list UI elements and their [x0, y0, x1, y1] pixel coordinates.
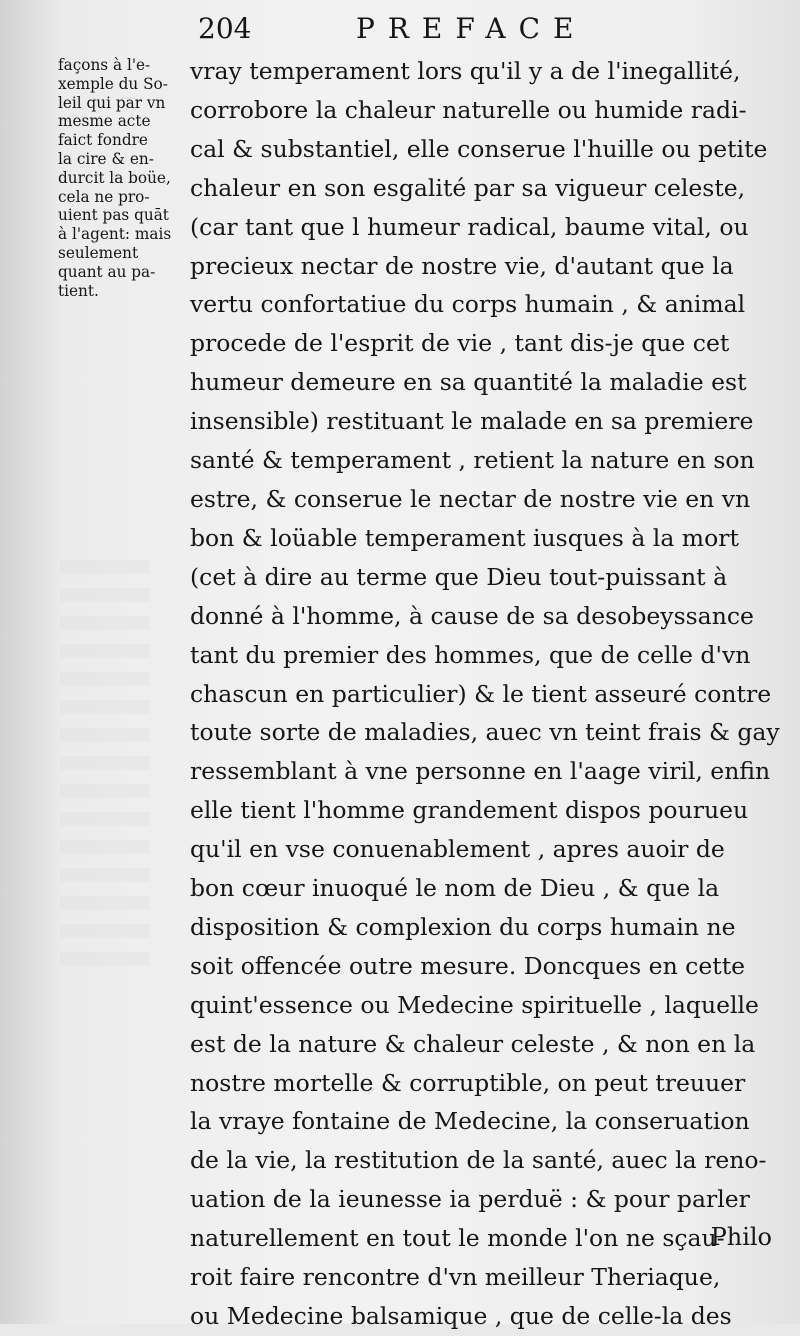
text-line: de la vie, la restitution de la santé, auec la reno- — [190, 1146, 767, 1175]
text-line: cal & substantiel, elle conserue l'huille ou petite — [190, 134, 768, 163]
text-line: bon & loüable temperament iusques à la mort — [190, 523, 739, 552]
show-through-text — [60, 560, 150, 980]
marginal-note-line: mesme acte — [58, 112, 151, 131]
text-line: vray temperament lors qu'il y a de l'inegallité, — [190, 57, 741, 85]
marginal-note-line: seulement — [58, 243, 139, 262]
marginal-note-line: faict fondre — [58, 131, 148, 150]
marginal-note — [58, 56, 188, 300]
marginal-note-line: leil qui par vn — [58, 93, 166, 112]
text-line: nostre mortelle & corruptible, on peut treuuer — [190, 1068, 746, 1097]
text-line: procede de l'esprit de vie , tant dis-je que cet — [190, 329, 730, 358]
text-line: vertu confortatiue du corps humain , & animal — [190, 290, 746, 319]
text-line: bon cœur inuoqué le nom de Dieu , & que la — [190, 874, 720, 903]
text-line: corrobore la chaleur naturelle ou humide radi- — [190, 95, 747, 124]
text-line: toute sorte de maladies, auec vn teint frais & gay — [190, 718, 780, 747]
text-line: donné à l'homme, à cause de sa desobeyssance — [190, 601, 754, 630]
text-line: quint'essence ou Medecine spirituelle , laquelle — [190, 990, 759, 1019]
text-line: estre, & conserue le nectar de nostre vie en vn — [190, 484, 751, 513]
page-header — [198, 8, 788, 52]
text-line: la vraye fontaine de Medecine, la conseruation — [190, 1107, 750, 1136]
text-line: qu'il en vse conuenablement , apres auoir de — [190, 835, 725, 864]
marginal-note-line: durcit la boüe, — [58, 168, 171, 187]
text-line: naturellement en tout le monde l'on ne sçau- — [190, 1224, 725, 1253]
catchword: Philo — [710, 1223, 772, 1251]
marginal-note-line: quant au pa- — [58, 262, 156, 281]
page-number: 204 — [198, 12, 252, 45]
running-title: PREFACE — [356, 12, 587, 45]
marginal-note-line: tient. — [58, 281, 99, 300]
text-line: chascun en particulier) & le tient asseuré contre — [190, 679, 772, 708]
text-line: elle tient l'homme grandement dispos pourueu — [190, 796, 749, 825]
text-line: ou Medecine balsamique , que de celle-la des — [190, 1302, 732, 1330]
marginal-note-line: la cire & en- — [58, 149, 154, 168]
text-line: tant du premier des hommes, que de celle d'vn — [190, 640, 751, 669]
text-line: precieux nectar de nostre vie, d'autant que la — [190, 251, 734, 280]
text-line: insensible) restituant le malade en sa premiere — [190, 407, 754, 436]
marginal-note-line: cela ne pro- — [58, 187, 150, 206]
marginal-note-line: à l'agent: mais — [58, 225, 172, 244]
text-line: (car tant que l humeur radical, baume vital, ou — [190, 212, 749, 241]
marginal-note-line: uient pas quāt — [58, 206, 169, 225]
text-line: ressemblant à vne personne en l'aage viril, enfin — [190, 757, 771, 786]
marginal-note-line: xemple du So- — [58, 74, 168, 93]
text-line: (cet à dire au terme que Dieu tout-puissant à — [190, 562, 728, 591]
text-line: roit faire rencontre d'vn meilleur Theriaque, — [190, 1263, 721, 1292]
text-line: disposition & complexion du corps humain ne — [190, 912, 736, 941]
text-line: chaleur en son esgalité par sa vigueur celeste, — [190, 173, 746, 202]
marginal-note-line: façons à l'e- — [58, 56, 151, 74]
text-line: soit offencée outre mesure. Doncques en cette — [190, 951, 746, 980]
text-line: est de la nature & chaleur celeste , & non en la — [190, 1029, 756, 1058]
body-text — [190, 52, 790, 1336]
text-line: humeur demeure en sa quantité la maladie est — [190, 368, 747, 397]
text-line: uation de la ieunesse ia perduë : & pour parler — [190, 1185, 750, 1214]
text-line: santé & temperament , retient la nature en son — [190, 446, 755, 475]
